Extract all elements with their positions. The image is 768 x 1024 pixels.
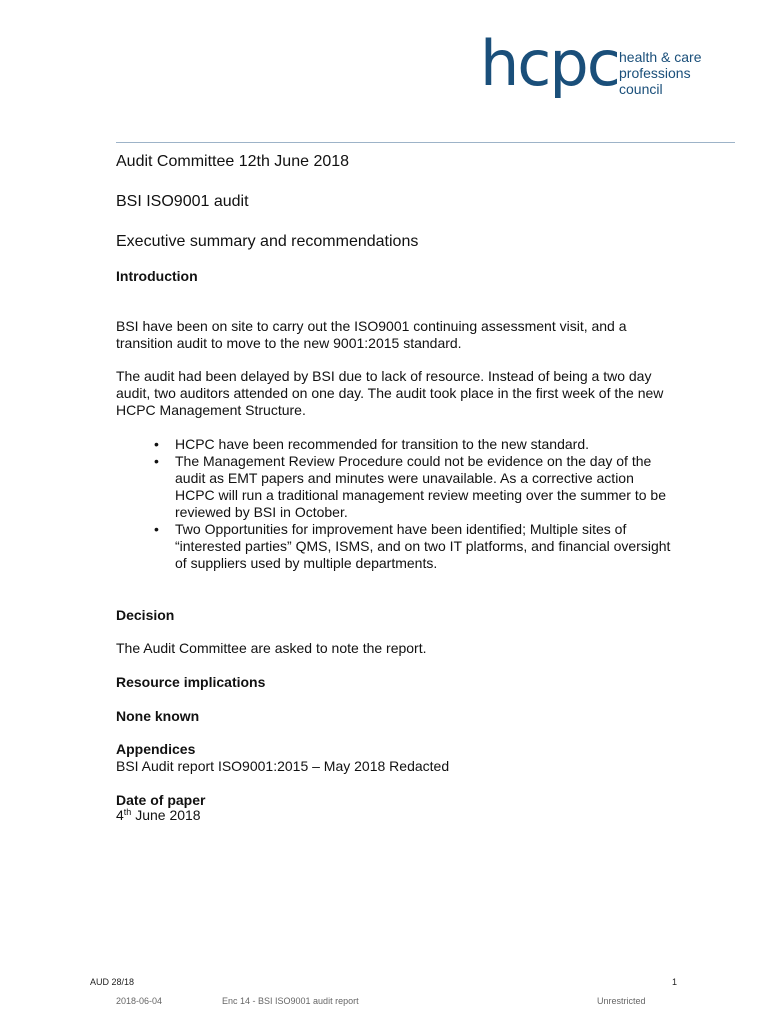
page-number: 1	[672, 977, 678, 987]
logo-text-line-1: health & care	[619, 49, 702, 65]
resource-value: None known	[116, 708, 200, 724]
logo-text-line-2: professions	[619, 65, 691, 81]
summary-title: Executive summary and recommendations	[116, 233, 419, 250]
logo-text	[619, 49, 702, 97]
footer-reference: AUD 28/18	[90, 977, 135, 987]
subject-title: BSI ISO9001 audit	[116, 193, 249, 210]
decision-heading: Decision	[116, 607, 175, 623]
date-of-paper-heading: Date of paper	[116, 792, 206, 808]
header-rule	[116, 142, 735, 143]
appendices-text: BSI Audit report ISO9001:2015 – May 2018 Redacted	[116, 758, 450, 774]
list-item	[116, 436, 676, 453]
introduction-paragraph-2: The audit had been delayed by BSI due to lack of resource. Instead of being a two day audit, two auditors attended on one day. The audit took place in the first week of the new HCPC Management Structure.	[116, 368, 664, 418]
date-of-paper-value	[116, 807, 201, 824]
footer-date: 2018-06-04	[116, 996, 163, 1006]
appendices-heading: Appendices	[116, 741, 196, 757]
bullet-text: The Management Review Procedure could not be evidence on the day of the audit as EMT papers and minutes were unavailable. As a corrective action HCPC will run a traditional management review meeting over the summer to be reviewed by BSI in October.	[175, 453, 666, 520]
committee-title: Audit Committee 12th June 2018	[116, 153, 350, 170]
footer-document: Enc 14 - BSI ISO9001 audit report	[222, 996, 359, 1006]
footer-classification: Unrestricted	[597, 996, 646, 1006]
list-item	[116, 453, 676, 521]
introduction-heading: Introduction	[116, 268, 198, 284]
decision-text: The Audit Committee are asked to note the report.	[116, 640, 427, 656]
introduction-paragraph-1: BSI have been on site to carry out the ISO9001 continuing assessment visit, and a transition audit to move to the new 9001:2015 standard.	[116, 318, 627, 351]
bullet-glyph: •	[154, 453, 159, 469]
date-ordinal: th	[123, 807, 132, 817]
date-day: 4	[116, 807, 124, 823]
date-rest: June 2018	[131, 807, 201, 823]
resource-heading: Resource implications	[116, 674, 266, 690]
list-item	[116, 521, 676, 572]
introduction-bullet-list	[116, 436, 676, 572]
bullet-glyph: •	[154, 521, 159, 537]
logo-mark: hcpc	[480, 27, 619, 100]
bullet-glyph: •	[154, 436, 159, 452]
logo-text-line-3: council	[619, 81, 663, 97]
bullet-text: HCPC have been recommended for transition to the new standard.	[175, 436, 590, 452]
bullet-text: Two Opportunities for improvement have been identified; Multiple sites of “interested parties” QMS, ISMS, and on two IT platforms, and financial oversight of suppliers used by multiple departments.	[175, 521, 671, 571]
